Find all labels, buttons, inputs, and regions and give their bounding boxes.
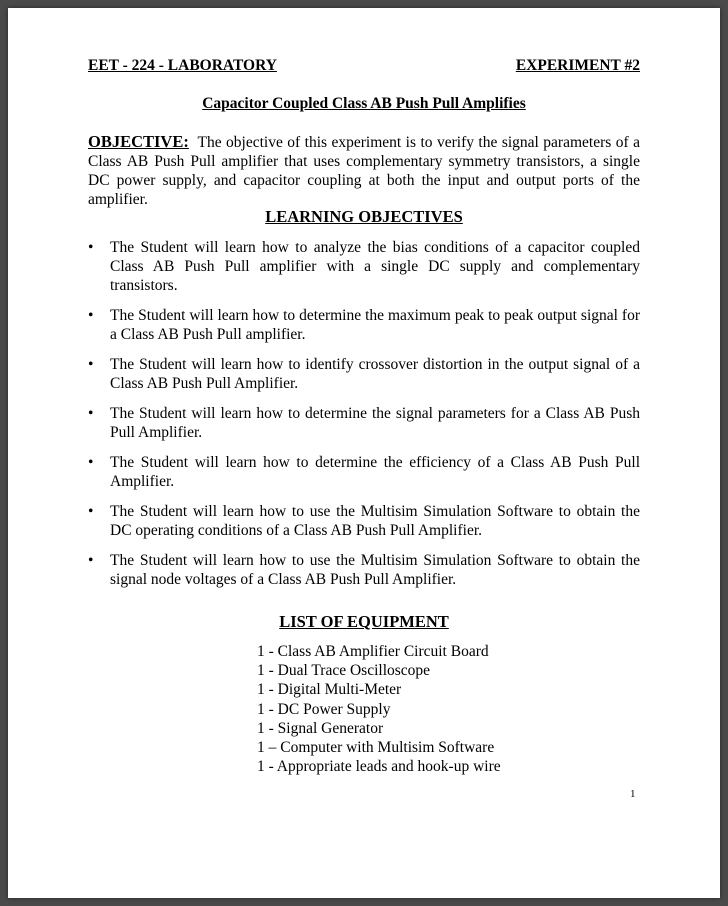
objective-text: The objective of this experiment is to verify the signal parameters of a Class AB Push Pull amplifier that uses complementary symmetry transistors, a single DC power supply, and capacitor coupling at both the input and output ports of the amplifier. bbox=[88, 134, 640, 208]
list-item-text: The Student will learn how to use the Multisim Simulation Software to obtain the signal node voltages of a Class AB Push Pull Amplifier. bbox=[110, 552, 640, 588]
equipment-heading: LIST OF EQUIPMENT bbox=[279, 612, 449, 631]
bullet-icon: • bbox=[88, 552, 94, 569]
list-item bbox=[88, 404, 640, 442]
page-header bbox=[88, 56, 640, 75]
list-item-text: The Student will learn how to analyze the bias conditions of a capacitor coupled Class AB Push Pull amplifier with a single DC supply and complementary transistors. bbox=[110, 239, 640, 294]
list-item-text: The Student will learn how to identify crossover distortion in the output signal of a Class AB Push Pull Amplifier. bbox=[110, 356, 640, 392]
equipment-item: 1 - Digital Multi-Meter bbox=[257, 681, 402, 699]
list-item bbox=[88, 502, 640, 540]
equipment-item: 1 – Computer with Multisim Software bbox=[257, 739, 495, 757]
equipment-item: 1 - Signal Generator bbox=[257, 719, 384, 737]
list-item bbox=[88, 551, 640, 589]
list-item-text: The Student will learn how to use the Multisim Simulation Software to obtain the DC operating conditions of a Class AB Push Pull Amplifier. bbox=[110, 503, 640, 539]
page-number: 1 bbox=[630, 788, 636, 800]
list-item bbox=[88, 306, 640, 344]
learning-objectives-heading: LEARNING OBJECTIVES bbox=[265, 207, 463, 226]
equipment-item: 1 - DC Power Supply bbox=[257, 700, 391, 718]
bullet-icon: • bbox=[88, 503, 94, 520]
list-item bbox=[88, 355, 640, 393]
list-item-text: The Student will learn how to determine the efficiency of a Class AB Push Pull Amplifier. bbox=[110, 454, 640, 490]
bullet-icon: • bbox=[88, 307, 94, 324]
learning-objectives-list bbox=[88, 238, 640, 600]
equipment-item: 1 - Dual Trace Oscilloscope bbox=[257, 662, 431, 680]
list-item bbox=[88, 453, 640, 491]
experiment-label: EXPERIMENT #2 bbox=[515, 57, 640, 74]
bullet-icon: • bbox=[88, 454, 94, 471]
bullet-icon: • bbox=[88, 356, 94, 373]
objective-label: OBJECTIVE: bbox=[88, 132, 189, 151]
equipment-item: 1 - Appropriate leads and hook-up wire bbox=[257, 758, 501, 776]
objective-paragraph bbox=[88, 132, 640, 209]
equipment-list bbox=[257, 642, 501, 776]
bullet-icon: • bbox=[88, 405, 94, 422]
list-item-text: The Student will learn how to determine the maximum peak to peak output signal for a Class AB Push Pull amplifier. bbox=[110, 307, 640, 343]
bullet-icon: • bbox=[88, 239, 94, 256]
list-item-text: The Student will learn how to determine the signal parameters for a Class AB Push Pull Amplifier. bbox=[110, 405, 640, 441]
equipment-item: 1 - Class AB Amplifier Circuit Board bbox=[257, 643, 489, 660]
document-title: Capacitor Coupled Class AB Push Pull Amplifies bbox=[202, 95, 526, 112]
list-item bbox=[88, 238, 640, 295]
document-page bbox=[8, 8, 720, 898]
course-label: EET - 224 - LABORATORY bbox=[88, 57, 277, 74]
